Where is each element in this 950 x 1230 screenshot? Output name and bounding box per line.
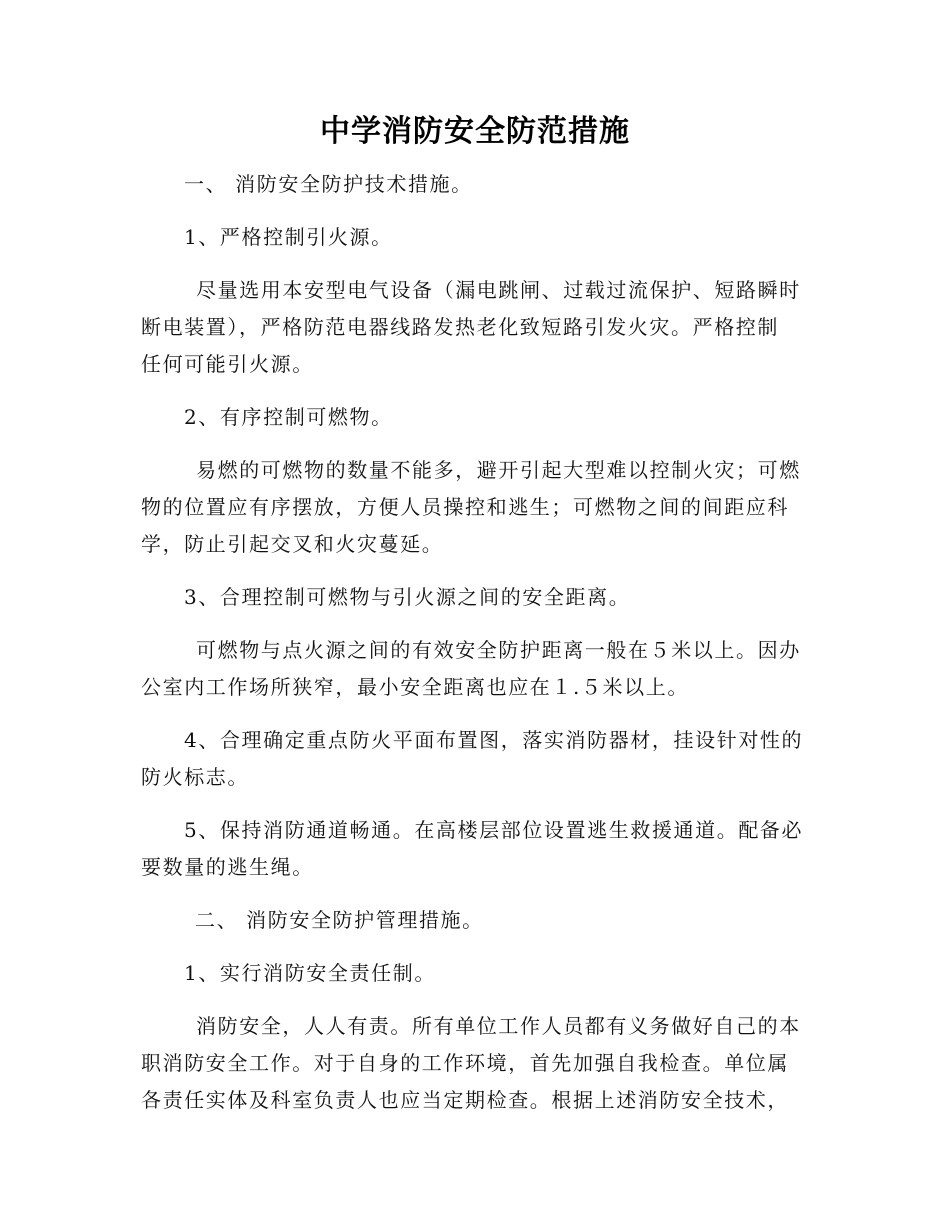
paragraph-line: 尽量选用本安型电气设备（漏电跳闸、过载过流保护、短路瞬时: [196, 278, 801, 302]
paragraph-line: 4、合理确定重点防火平面布置图，落实消防器材，挂设针对性的: [184, 728, 804, 752]
paragraph: [141, 452, 805, 563]
paragraph-line: 5、保持消防通道畅通。在高楼层部位设置逃生救援通道。配备必: [184, 818, 804, 842]
section-heading: 二、 消防安全防护管理措施。: [195, 908, 484, 932]
paragraph: [141, 1008, 805, 1119]
paragraph-line: 学，防止引起交叉和火灾蔓延。: [141, 532, 444, 556]
paragraph-line: 消防安全，人人有责。所有单位工作人员都有义务做好自己的本: [196, 1014, 801, 1038]
paragraph-line: 任何可能引火源。: [141, 352, 314, 376]
paragraph: [141, 632, 805, 706]
item-heading: 2、有序控制可燃物。: [184, 405, 393, 429]
item-heading: 1、严格控制引火源。: [184, 225, 393, 249]
document-body: [141, 166, 805, 1119]
paragraph-line: 可燃物与点火源之间的有效安全防护距离一般在５米以上。因办: [196, 638, 801, 662]
item-heading: 1、实行消防安全责任制。: [184, 961, 436, 985]
paragraph-line: 断电装置），严格防范电器线路发热老化致短路引发火灾。严格控制: [141, 315, 779, 339]
item-heading: 3、合理控制可燃物与引火源之间的安全距离。: [184, 585, 631, 609]
paragraph: [141, 272, 805, 383]
paragraph-line: 要数量的逃生绳。: [141, 855, 314, 879]
paragraph-line: 各责任实体及科室负责人也应当定期检查。根据上述消防安全技术，: [141, 1088, 789, 1112]
paragraph-line: 公室内工作场所狭窄，最小安全距离也应在１.５米以上。: [141, 675, 689, 699]
paragraph-line: 职消防安全工作。对于自身的工作环境，首先加强自我检查。单位属: [141, 1051, 789, 1075]
document-title: 中学消防安全防范措施: [320, 114, 630, 149]
section-heading: 一、 消防安全防护技术措施。: [184, 172, 473, 196]
paragraph-line: 物的位置应有序摆放，方便人员操控和逃生；可燃物之间的间距应科: [141, 495, 789, 519]
item-heading-multiline: [141, 722, 805, 796]
paragraph-line: 防火标志。: [141, 765, 249, 789]
paragraph-line: 易燃的可燃物的数量不能多，避开引起大型难以控制火灾；可燃: [196, 458, 801, 482]
item-heading-multiline: [141, 812, 805, 886]
